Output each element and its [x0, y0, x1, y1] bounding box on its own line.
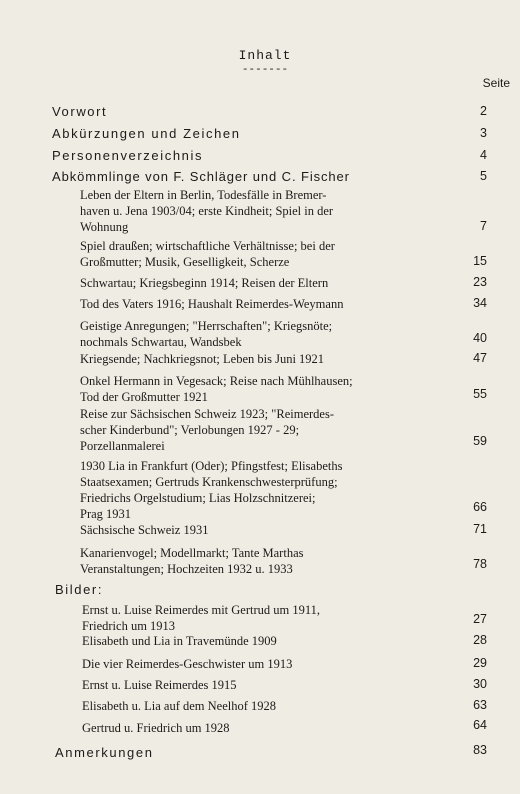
toc-entry-vorwort: Vorwort	[52, 104, 108, 119]
toc-chapter	[80, 351, 425, 367]
toc-picture-line: Ernst u. Luise Reimerdes 1915	[82, 678, 237, 692]
toc-entry-abkoemmlinge: Abkömmlinge von F. Schläger und C. Fischer	[52, 169, 350, 184]
toc-chapter-line: 1930 Lia in Frankfurt (Oder); Pfingstfest; Elisabeths	[80, 459, 343, 473]
toc-chapter	[80, 458, 425, 522]
toc-chapter	[80, 318, 425, 350]
toc-section-bilder: Bilder:	[55, 582, 104, 597]
toc-page-number: 28	[473, 633, 487, 647]
toc-picture-line: Friedrich um 1913	[82, 619, 176, 633]
toc-page-number: 64	[473, 718, 487, 732]
toc-page-number: 2	[480, 104, 487, 118]
toc-picture-entry	[82, 602, 427, 634]
toc-chapter-line: Veranstaltungen; Hochzeiten 1932 u. 1933	[80, 562, 293, 576]
toc-chapter-line: Kriegsende; Nachkriegsnot; Leben bis Juni 1921	[80, 352, 325, 366]
toc-page-number: 55	[473, 387, 487, 401]
toc-chapter-line: Geistige Anregungen; "Herrschaften"; Kriegsnöte;	[80, 319, 333, 333]
toc-chapter	[80, 275, 425, 291]
page-column-header: Seite	[482, 76, 510, 90]
toc-entry-abkuerzungen: Abkürzungen und Zeichen	[52, 126, 241, 141]
toc-page-number: 27	[473, 612, 487, 626]
toc-page-number: 59	[473, 434, 487, 448]
toc-chapter-line: scher Kinderbund"; Verlobungen 1927 - 29;	[80, 423, 300, 437]
toc-chapter-line: nochmals Schwartau, Wandsbek	[80, 335, 242, 349]
toc-picture-line: Ernst u. Luise Reimerdes mit Gertrud um 1911,	[82, 603, 321, 617]
toc-picture-entry	[82, 633, 427, 649]
toc-page-number: 71	[473, 522, 487, 536]
toc-chapter-line: Reise zur Sächsischen Schweiz 1923; "Reimerdes-	[80, 407, 334, 421]
toc-chapter	[80, 238, 425, 270]
toc-page-number: 40	[473, 331, 487, 345]
toc-picture-line: Gertrud u. Friedrich um 1928	[82, 721, 230, 735]
toc-picture-line: Die vier Reimerdes-Geschwister um 1913	[82, 657, 293, 671]
toc-picture-entry	[82, 656, 427, 672]
toc-page-number: 66	[473, 500, 487, 514]
toc-page-number: 15	[473, 254, 487, 268]
toc-page-number: 78	[473, 557, 487, 571]
toc-page-number: 63	[473, 698, 487, 712]
toc-chapter	[80, 296, 425, 312]
toc-chapter-line: Spiel draußen; wirtschaftliche Verhältnisse; bei der	[80, 239, 335, 253]
toc-page-number: 23	[473, 275, 487, 289]
toc-chapter-line: Tod des Vaters 1916; Haushalt Reimerdes-Weymann	[80, 297, 344, 311]
toc-entry-personenverzeichnis: Personenverzeichnis	[52, 148, 204, 163]
toc-chapter-line: Porzellanmalerei	[80, 439, 165, 453]
toc-page-number: 7	[480, 219, 487, 233]
toc-picture-line: Elisabeth und Lia in Travemünde 1909	[82, 634, 277, 648]
toc-picture-entry	[82, 698, 427, 714]
toc-chapter-line: Leben der Eltern in Berlin, Todesfälle in Bremer-	[80, 188, 327, 202]
toc-chapter-line: Staatsexamen; Gertruds Krankenschwesterprüfung;	[80, 475, 338, 489]
toc-picture-entry	[82, 720, 427, 736]
toc-page-number: 34	[473, 296, 487, 310]
toc-page-number: 83	[473, 743, 487, 757]
toc-page-number: 47	[473, 351, 487, 365]
toc-chapter	[80, 406, 425, 454]
toc-chapter	[80, 545, 425, 577]
page-title: Inhalt	[238, 48, 292, 63]
toc-chapter-line: Wohnung	[80, 220, 129, 234]
toc-chapter-line: Kanarienvogel; Modellmarkt; Tante Marthas	[80, 546, 304, 560]
toc-chapter-line: Tod der Großmutter 1921	[80, 390, 208, 404]
toc-chapter	[80, 522, 425, 538]
toc-page-number: 29	[473, 656, 487, 670]
title-underline: -------	[241, 64, 289, 76]
toc-chapter-line: haven u. Jena 1903/04; erste Kindheit; Spiel in der	[80, 204, 334, 218]
toc-picture-line: Elisabeth u. Lia auf dem Neelhof 1928	[82, 699, 277, 713]
toc-page-number: 5	[480, 169, 487, 183]
toc-chapter-line: Großmutter; Musik, Geselligkeit, Scherze	[80, 255, 290, 269]
toc-page-number: 30	[473, 677, 487, 691]
toc-chapter-line: Sächsische Schweiz 1931	[80, 523, 209, 537]
toc-picture-entry	[82, 677, 427, 693]
toc-chapter-line: Onkel Hermann in Vegesack; Reise nach Mühlhausen;	[80, 374, 353, 388]
toc-page-number: 3	[480, 126, 487, 140]
toc-chapter-line: Friedrichs Orgelstudium; Lias Holzschnitzerei;	[80, 491, 316, 505]
toc-entry-anmerkungen: Anmerkungen	[55, 745, 154, 760]
toc-chapter-line: Schwartau; Kriegsbeginn 1914; Reisen der Eltern	[80, 276, 329, 290]
toc-chapter-line: Prag 1931	[80, 507, 132, 521]
toc-chapter	[80, 187, 425, 235]
toc-page-number: 4	[480, 148, 487, 162]
toc-chapter	[80, 373, 425, 405]
